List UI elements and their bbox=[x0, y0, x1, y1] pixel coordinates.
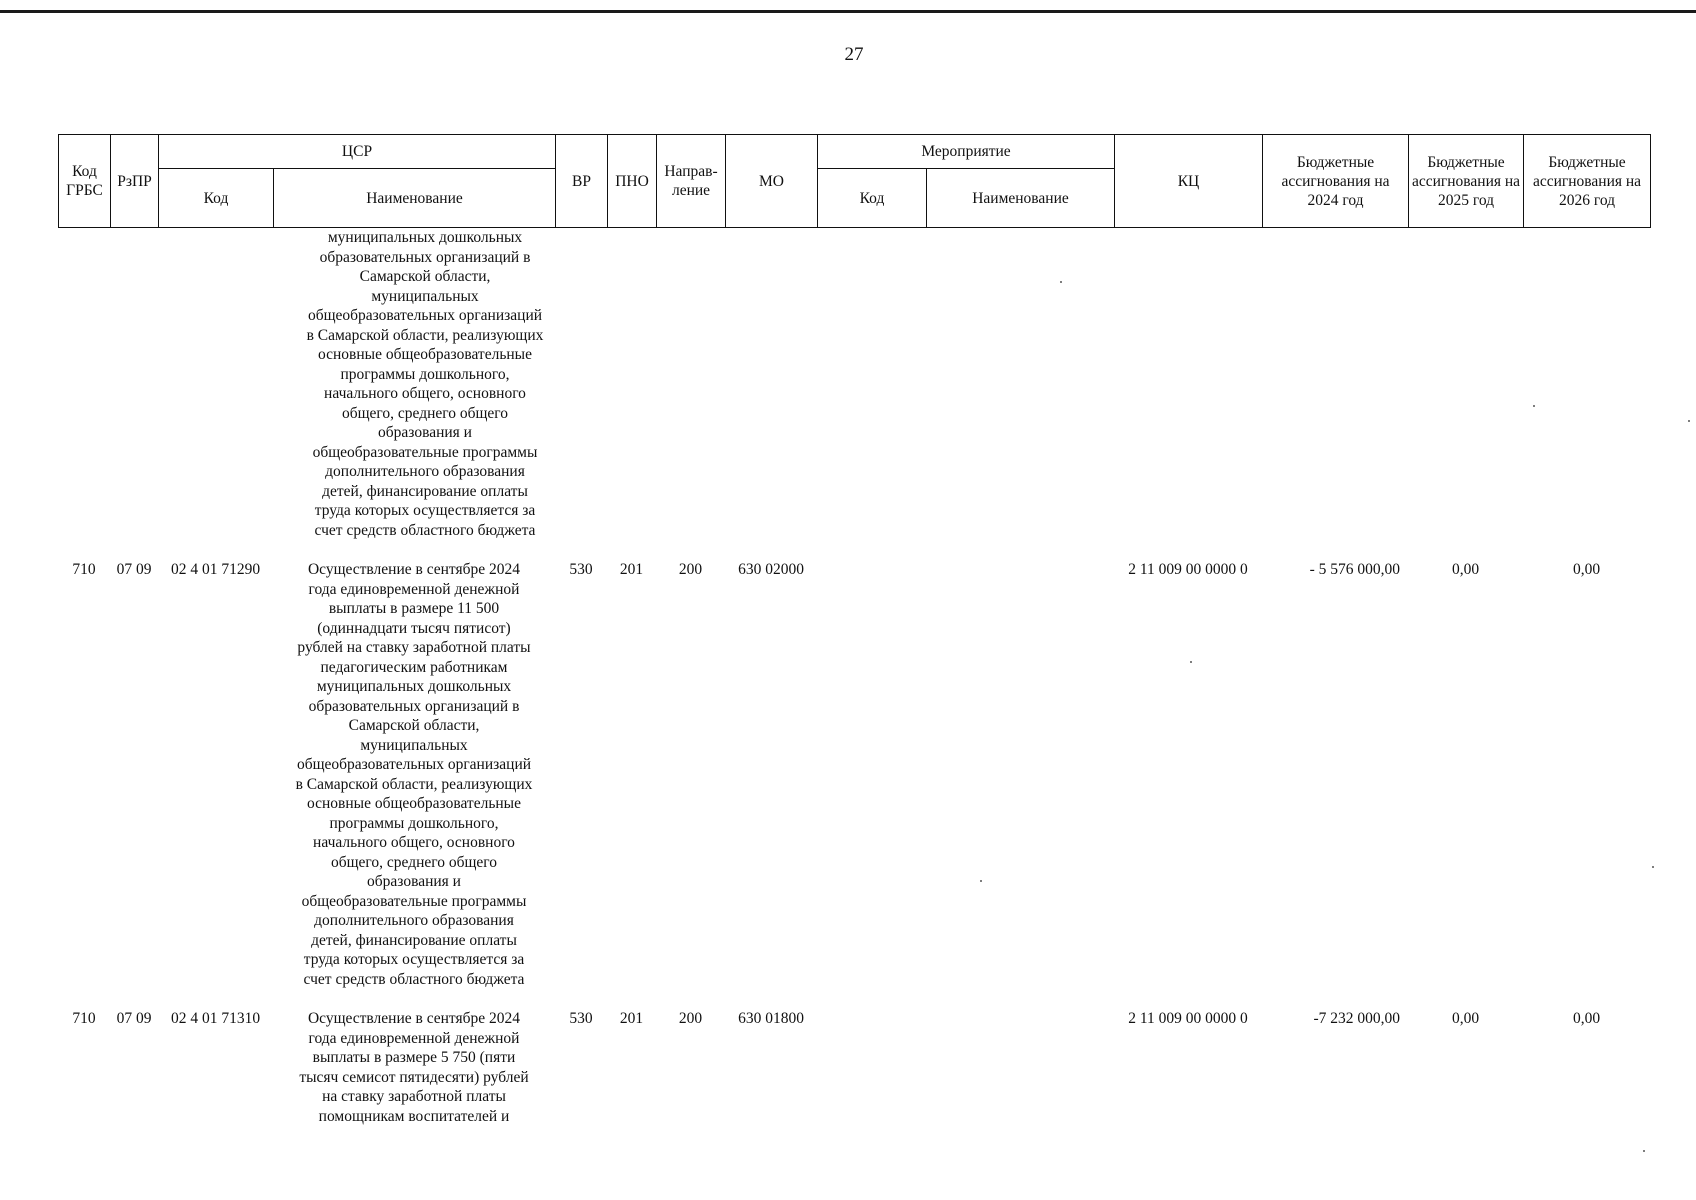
cell-mo: 630 02000 bbox=[738, 561, 804, 578]
col-header-ba-2025: Бюджетные ассигнования на 2025 год bbox=[1409, 135, 1524, 228]
name-line: дополнительного образования bbox=[314, 912, 514, 929]
col-header-vr: ВР bbox=[556, 135, 608, 228]
cell-csr-kod: 02 4 01 71310 bbox=[170, 1010, 261, 1027]
name-line: образовательных организаций в bbox=[319, 248, 531, 266]
scan-speck bbox=[1643, 1150, 1645, 1152]
name-line: рублей на ставку заработной платы bbox=[297, 639, 531, 656]
name-line: в Самарской области, реализующих bbox=[306, 326, 544, 344]
name-line: муниципальных bbox=[371, 287, 479, 305]
name-line: выплаты в размере 11 500 bbox=[328, 600, 500, 617]
name-line: детей, финансирование оплаты bbox=[322, 482, 528, 500]
cell-grbs: 710 bbox=[72, 1010, 96, 1027]
cell-mo: 630 01800 bbox=[738, 1010, 804, 1027]
name-line: муниципальных дошкольных bbox=[316, 678, 512, 695]
page-number: 27 bbox=[844, 44, 864, 65]
name-line: общеобразовательные программы bbox=[301, 892, 527, 910]
col-header-pno: ПНО bbox=[608, 135, 657, 228]
col-header-csr: ЦСР bbox=[159, 135, 556, 169]
name-line: года единовременной денежной bbox=[308, 1029, 520, 1047]
scan-speck bbox=[1533, 405, 1535, 407]
name-line: общеобразовательных организаций bbox=[296, 756, 532, 773]
cell-mer-kod bbox=[817, 1009, 926, 1126]
cell-ba-2025: 0,00 bbox=[1451, 1010, 1480, 1027]
continued-name-cell bbox=[284, 228, 566, 540]
col-header-rzpr: РзПР bbox=[111, 135, 159, 228]
col-header-ba-2026: Бюджетные ассигнования на 2026 год bbox=[1524, 135, 1651, 228]
top-rule bbox=[0, 10, 1696, 13]
table-body bbox=[58, 228, 1650, 1126]
name-line: в Самарской области, реализующих bbox=[295, 775, 533, 793]
name-line: Самарской области, bbox=[348, 717, 480, 734]
cell-ba-2026: 0,00 bbox=[1572, 561, 1601, 578]
table-header bbox=[58, 134, 1651, 228]
name-line: общего, среднего общего bbox=[330, 853, 498, 871]
name-line: труда которых осуществляется за bbox=[314, 502, 536, 519]
col-header-napravlenie: Направ-ление bbox=[657, 135, 726, 228]
col-header-ba-2024: Бюджетные ассигнования на 2024 год bbox=[1263, 135, 1409, 228]
cell-ba-2024: - 5 576 000,00 bbox=[1309, 561, 1400, 578]
scan-speck bbox=[1190, 661, 1192, 663]
name-line: начального общего, основного bbox=[313, 834, 515, 851]
name-line: года единовременной денежной bbox=[308, 580, 520, 598]
name-line: дополнительного образования bbox=[325, 463, 525, 480]
cell-napravlenie: 200 bbox=[678, 561, 703, 578]
cell-mer-kod bbox=[817, 560, 926, 989]
cell-grbs: 710 bbox=[72, 561, 96, 578]
name-line: общеобразовательные программы bbox=[312, 443, 538, 461]
name-line: образовательных организаций в bbox=[308, 697, 520, 715]
scan-speck bbox=[980, 880, 982, 882]
scan-speck bbox=[1060, 281, 1062, 283]
cell-kc: 2 11 009 00 0000 0 bbox=[1128, 1010, 1248, 1027]
name-line: труда которых осуществляется за bbox=[303, 951, 525, 968]
cell-ba-2024: -7 232 000,00 bbox=[1313, 1010, 1400, 1027]
cell-rzpr: 07 09 bbox=[116, 1010, 152, 1027]
name-line: основные общеобразовательные bbox=[318, 346, 532, 363]
table-row bbox=[58, 560, 1650, 989]
name-line: Осуществление в сентябре 2024 bbox=[307, 1010, 521, 1027]
name-line: основные общеобразовательные bbox=[307, 795, 521, 812]
col-header-mer-kod: Код bbox=[818, 169, 927, 228]
name-line: на ставку заработной платы bbox=[322, 1088, 506, 1105]
col-header-mer-name: Наименование bbox=[927, 169, 1115, 228]
cell-kc: 2 11 009 00 0000 0 bbox=[1128, 561, 1248, 578]
scan-speck bbox=[1652, 866, 1654, 868]
cell-csr-name bbox=[273, 1009, 555, 1126]
cell-mer-name bbox=[926, 560, 1114, 989]
cell-napravlenie: 200 bbox=[678, 1010, 703, 1027]
name-line: помощникам воспитателей и bbox=[318, 1107, 510, 1125]
name-line: образования и bbox=[367, 873, 461, 890]
name-line: Осуществление в сентябре 2024 bbox=[307, 561, 521, 578]
col-header-csr-kod: Код bbox=[159, 169, 274, 228]
cell-mer-name bbox=[926, 1009, 1114, 1126]
cell-ba-2026: 0,00 bbox=[1572, 1010, 1601, 1027]
cell-vr: 530 bbox=[569, 1010, 593, 1027]
col-header-meropriyatie: Мероприятие bbox=[818, 135, 1115, 169]
name-line: программы дошкольного, bbox=[329, 814, 499, 832]
name-line: выплаты в размере 5 750 (пяти bbox=[312, 1049, 516, 1066]
cell-csr-kod: 02 4 01 71290 bbox=[170, 561, 261, 578]
name-line: образования и bbox=[378, 424, 472, 441]
name-line: программы дошкольного, bbox=[340, 365, 510, 383]
cell-csr-name bbox=[273, 560, 555, 989]
scan-speck bbox=[1688, 420, 1690, 422]
name-line: счет средств областного бюджета bbox=[303, 970, 525, 988]
cell-pno: 201 bbox=[619, 561, 644, 578]
cell-vr: 530 bbox=[569, 561, 593, 578]
name-line: детей, финансирование оплаты bbox=[311, 931, 517, 949]
name-line: Самарской области, bbox=[359, 268, 491, 285]
col-header-mo: МО bbox=[726, 135, 818, 228]
name-line: начального общего, основного bbox=[324, 385, 526, 402]
name-line: муниципальных дошкольных bbox=[327, 229, 523, 246]
name-line: муниципальных bbox=[360, 736, 468, 754]
name-line: счет средств областного бюджета bbox=[314, 521, 536, 539]
col-header-kc: КЦ bbox=[1115, 135, 1263, 228]
col-header-kod-grbs: Код ГРБС bbox=[59, 135, 111, 228]
name-line: педагогическим работникам bbox=[320, 658, 508, 676]
name-line: тысяч семисот пятидесяти) рублей bbox=[299, 1068, 529, 1086]
cell-rzpr: 07 09 bbox=[116, 561, 152, 578]
name-line: общего, среднего общего bbox=[341, 404, 509, 422]
cell-pno: 201 bbox=[619, 1010, 644, 1027]
cell-ba-2025: 0,00 bbox=[1451, 561, 1480, 578]
name-line: (одиннадцати тысяч пятисот) bbox=[317, 619, 511, 637]
col-header-csr-name: Наименование bbox=[274, 169, 556, 228]
table-row bbox=[58, 1009, 1650, 1126]
name-line: общеобразовательных организаций bbox=[307, 307, 543, 324]
